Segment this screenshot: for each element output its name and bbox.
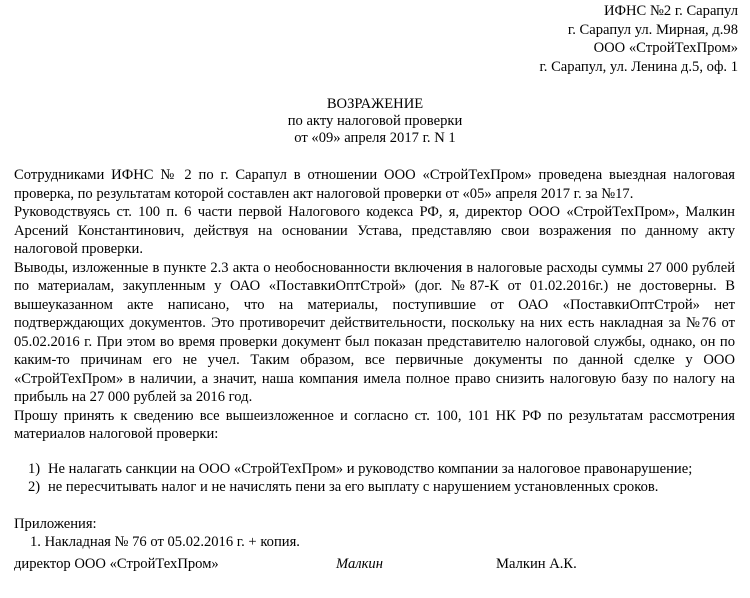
list-item-text: не пересчитывать налог и не начислять пени за его выплату с нарушением установленных сроков. [48,479,659,495]
paragraph: Руководствуясь ст. 100 п. 6 части первой Налогового кодекса РФ, я, директор ООО «СтройТехПром», Малкин Арсений Константинович, действуя на основании Устава, представляю свои возражения по данному акту налоговой проверки. [14,204,735,257]
paragraph: Прошу принять к сведению все вышеизложенное и согласно ст. 100, 101 НК РФ по результатам рассмотрения материалов налоговой проверки: [14,407,735,442]
signer-name: Малкин А.К. [496,556,577,572]
attachment-item: 1. Накладная № 76 от 05.02.2016 г. + копия. [30,534,300,550]
document-title-block [0,96,750,147]
recipient-line: ООО «СтройТехПром» [593,40,738,56]
list-item [14,460,735,479]
paragraph: Сотрудниками ИФНС № 2 по г. Сарапул в отношении ООО «СтройТехПром» проведена выездная налоговая проверка, по результатам которой составлен акт налоговой проверки от «05» апреля 2017 г. за №17. [14,167,735,202]
signature-row [14,556,735,576]
document-date: от «09» апреля 2017 г. N 1 [294,130,456,146]
signer-role: директор ООО «СтройТехПром» [14,556,219,572]
document-subtitle: по акту налоговой проверки [287,113,463,129]
document-heading: ВОЗРАЖЕНИЕ [326,96,424,112]
list-item-text: Не налагать санкции на ООО «СтройТехПром» и руководство компании за налоговое правонарушение; [48,460,693,477]
list-item [14,478,735,497]
document-body [14,166,735,552]
paragraph: Выводы, изложенные в пункте 2.3 акта о необоснованности включения в налоговые расходы суммы 27 000 рублей по материалам, закупленным у ОАО «ПоставкиОптСтрой» (дог. №87-К от 01.02.2016г.) не достоверны. В вышеуказанном акте написано, что на материалы, поступившие от ОАО «ПоставкиОптСтрой» нет подтверждающих документов. Это противоречит действительности, поскольку на них есть накладная за №76 от 05.02.2016 г. При этом во время проверки документ был показан представителю налоговой службы, однако, он по каким-то причинам его не учел. Таким образом, все первичные документы по данной сделке у ООО «СтройТехПром» в наличии, а значит, наша компания имела полное право снизить налоговую базу по налогу на прибыль на 27 000 рублей за 2016 год. [14,259,735,405]
attachments-label: Приложения: [14,515,97,532]
recipient-block [539,2,738,76]
attachments-section [14,515,735,552]
handwritten-signature: Малкин [336,556,383,572]
recipient-line: г. Сарапул ул. Мирная, д.98 [567,21,738,38]
list-item-number: 1) [28,460,41,477]
recipient-line: ИФНС №2 г. Сарапул [603,3,738,19]
request-list [14,460,735,497]
list-item-number: 2) [28,479,41,495]
recipient-line: г. Сарапул, ул. Ленина д.5, оф. 1 [539,58,738,75]
